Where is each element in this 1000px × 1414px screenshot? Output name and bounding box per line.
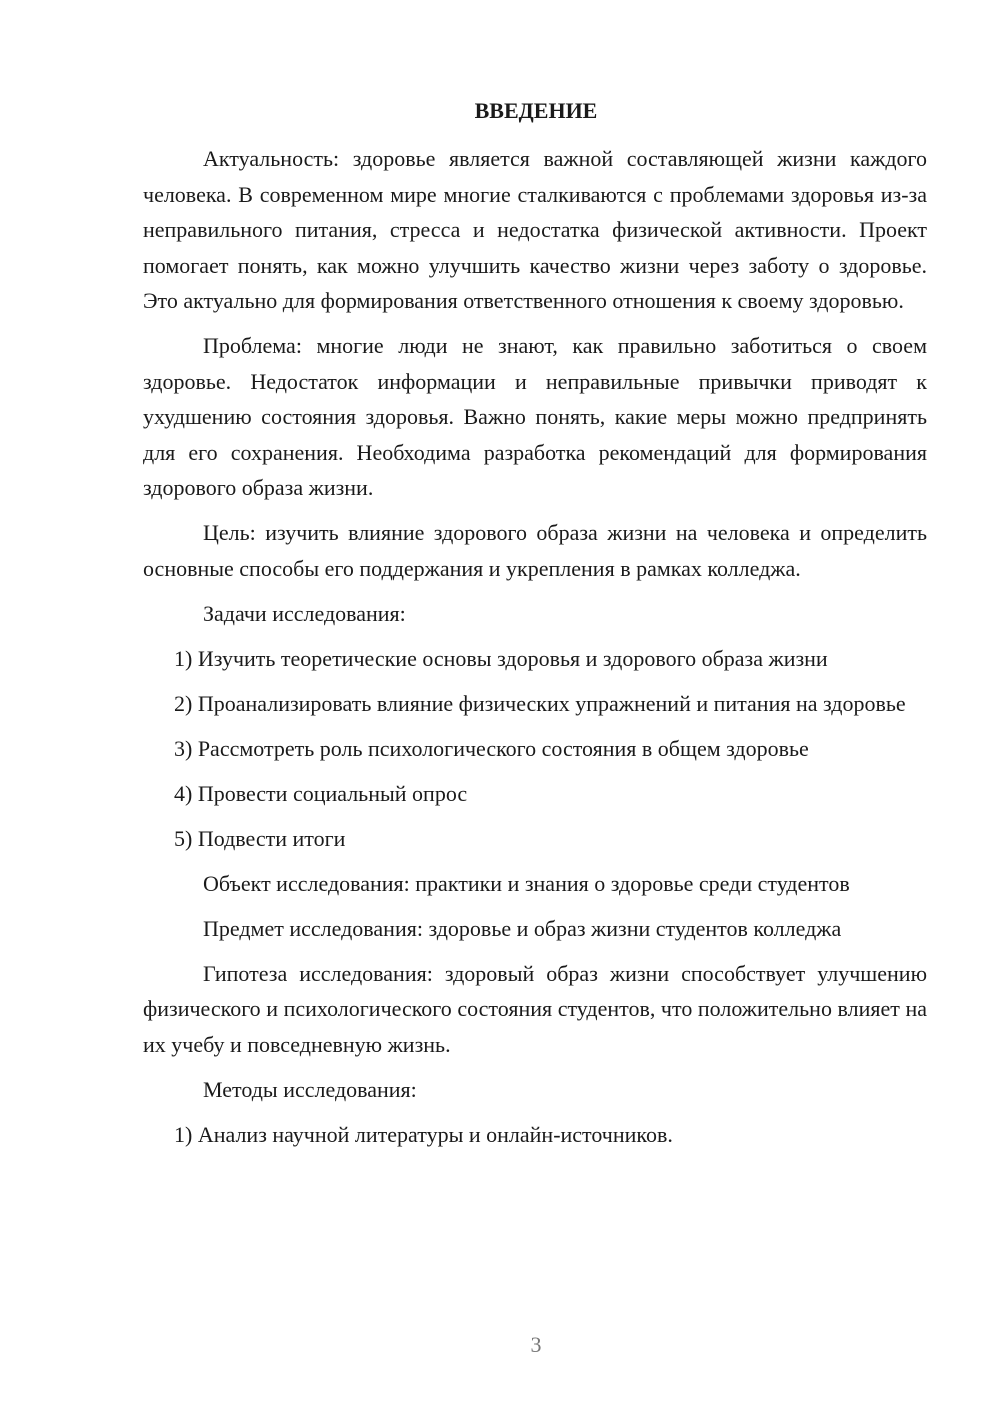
hypothesis-paragraph: Гипотеза исследования: здоровый образ жизни способствует улучшению физического и психологического состояния студентов, что положительно влияет на их учебу и повседневную жизнь. bbox=[143, 960, 927, 1057]
task-item: 2) Проанализировать влияние физических упражнений и питания на здоровье bbox=[174, 690, 906, 716]
object-paragraph: Объект исследования: практики и знания о здоровье среди студентов bbox=[203, 870, 850, 896]
page-number: 3 bbox=[530, 1332, 542, 1357]
goal-paragraph: Цель: изучить влияние здорового образа жизни на человека и определить основные способы его поддержания и укрепления в рамках колледжа. bbox=[143, 520, 927, 581]
task-item: 4) Провести социальный опрос bbox=[174, 780, 468, 806]
relevance-paragraph: Актуальность: здоровье является важной составляющей жизни каждого человека. В современном мире многие сталкиваются с проблемами здоровья из-за неправильного питания, стресса и недостатка физической активности. Проект помогает понять, как можно улучшить качество жизни через заботу о здоровье. Это актуально для формирования ответственного отношения к своему здоровью. bbox=[143, 146, 927, 313]
method-item: 1) Анализ научной литературы и онлайн-источников. bbox=[174, 1121, 673, 1147]
problem-paragraph: Проблема: многие люди не знают, как правильно заботиться о своем здоровье. Недостаток информации и неправильные привычки приводят к ухудшению состояния здоровья. Важно понять, какие меры можно предпринять для его сохранения. Необходима разработка рекомендаций для формирования здорового образа жизни. bbox=[143, 333, 927, 500]
methods-heading: Методы исследования: bbox=[203, 1076, 417, 1102]
subject-paragraph: Предмет исследования: здоровье и образ жизни студентов колледжа bbox=[203, 915, 842, 941]
task-item: 1) Изучить теоретические основы здоровья и здорового образа жизни bbox=[174, 645, 828, 671]
tasks-heading: Задачи исследования: bbox=[203, 600, 406, 626]
task-item: 5) Подвести итоги bbox=[174, 825, 346, 851]
section-title: ВВЕДЕНИЕ bbox=[474, 98, 598, 123]
task-item: 3) Рассмотреть роль психологического состояния в общем здоровье bbox=[174, 735, 809, 761]
body-text bbox=[143, 141, 927, 1152]
